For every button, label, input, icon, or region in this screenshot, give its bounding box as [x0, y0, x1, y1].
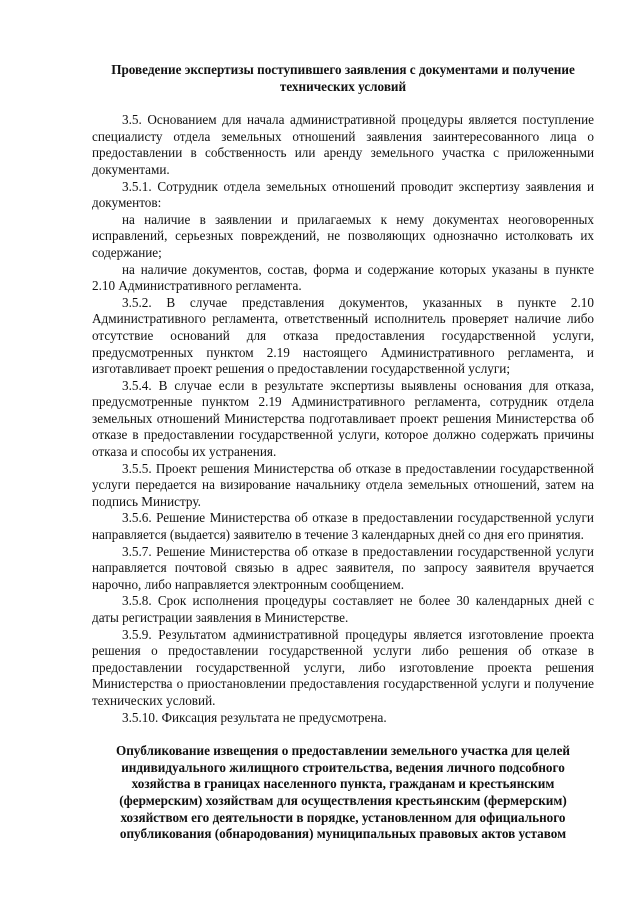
paragraph-3-5-2: 3.5.2. В случае представления документов, указанных в пункте 2.10 Административного регламента, ответственный исполнитель проверяет наличие либо отсутствие оснований для отказа предоставления государственной услуги, предусмотренных пунктом 2.19 настоящего Административного регламента, и изготавливает проект решения о предоставлении государственной услуги; — [92, 294, 594, 377]
section-body-expertise — [92, 112, 594, 726]
paragraph-3-5-10: 3.5.10. Фиксация результата не предусмотрена. — [122, 709, 387, 725]
paragraph-3-5-8: 3.5.8. Срок исполнения процедуры составляет не более 30 календарных дней с даты регистрации заявления в Министерстве. — [92, 593, 594, 625]
paragraph-3-5-9: 3.5.9. Результатом административной процедуры является изготовление проекта решения о предоставлении государственной услуги либо решения об отказе в предоставлении государственной услуги, либо изготовление проекта решения Министерства о приостановлении предоставления государственной услуги и получение технических условий. — [92, 626, 594, 708]
paragraph-3-5: 3.5. Основанием для начала административной процедуры является поступление специалисту отдела земельных отношений заявления заинтересованного лица о предоставлении в собственность или аренду земельного участка с приложенными документами. — [92, 112, 594, 177]
document-page — [92, 62, 594, 843]
section-heading-publication: Опубликование извещения о предоставлении земельного участка для целей индивидуального жилищного строительства, ведения личного подсобного хозяйства в границах населенного пункта, гражданам и крестьянским (фермерским) хозяйствам для осуществления крестьянским (фермерским) хозяйством его деятельности в порядке, установленном для официального опубликования (обнародования) муниципальных правовых актов уставом — [115, 743, 571, 842]
paragraph-3-5-7: 3.5.7. Решение Министерства об отказе в предоставлении государственной услуги направляется почтовой связью в адрес заявителя, по запросу заявителя вручается нарочно, либо направляется электронным сообщением. — [92, 543, 594, 592]
paragraph-3-5-1: 3.5.1. Сотрудник отдела земельных отношений проводит экспертизу заявления и документов: — [92, 178, 594, 211]
paragraph-3-5-1-item-documents: на наличие документов, состав, форма и содержание которых указаны в пункте 2.10 Административного регламента. — [92, 261, 594, 294]
paragraph-3-5-4: 3.5.4. В случае если в результате экспертизы выявлены основания для отказа, предусмотренные пунктом 2.19 Административного регламента, сотрудник отдела земельных отношений Министерства подготавливает проект решения Министерства об отказе в предоставлении государственной услуги, которое должно содержать причины отказа и способы их устранения. — [92, 377, 594, 460]
paragraph-3-5-1-item-corrections: на наличие в заявлении и прилагаемых к нему документах неоговоренных исправлений, серьезных повреждений, не позволяющих однозначно истолковать их содержание; — [92, 211, 594, 260]
paragraph-3-5-6: 3.5.6. Решение Министерства об отказе в предоставлении государственной услуги направляется (выдается) заявителю в течение 3 календарных дней со дня его принятия. — [92, 510, 594, 543]
section-heading-expertise: Проведение экспертизы поступившего заявления с документами и получение технических условий — [111, 62, 575, 94]
paragraph-3-5-5: 3.5.5. Проект решения Министерства об отказе в предоставлении государственной услуги передается на визирование начальнику отдела земельных отношений, затем на подпись Министру. — [92, 460, 594, 509]
section-spacer — [92, 726, 594, 743]
